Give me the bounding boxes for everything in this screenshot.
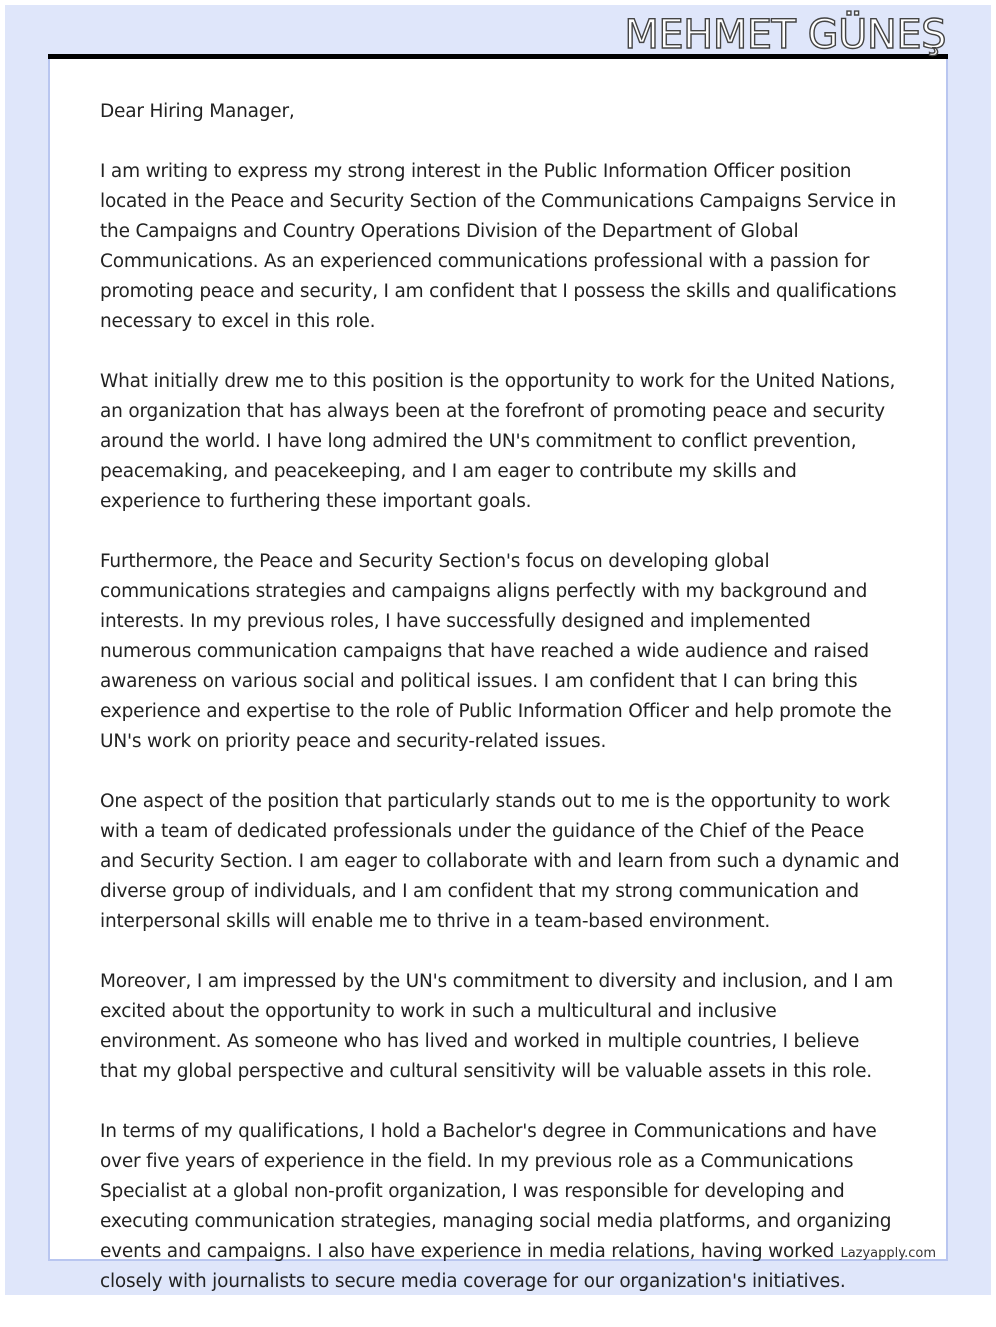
salutation: Dear Hiring Manager, <box>100 101 295 122</box>
watermark: Lazyapply.com <box>840 1246 936 1261</box>
paragraph-teamwork: One aspect of the position that particularly stands out to me is the opportunity to work with a team of dedicated professionals under the guidance of the Chief of the Peace and Security Section. I am eager to collaborate with and learn from such a dynamic and diverse group of individuals, and I am confident that my strong communication and interpersonal skills will enable me to thrive in a team-based environment. <box>100 791 900 932</box>
letter-body <box>100 97 900 1327</box>
paragraph-motivation: What initially drew me to this position is the opportunity to work for the United Nations, an organization that has always been at the forefront of promoting peace and security around the world. I have long admired the UN's commitment to conflict prevention, peacemaking, and peacekeeping, and I am eager to contribute my skills and experience to furthering these important goals. <box>100 371 896 512</box>
applicant-name: MEHMET GÜNEŞ <box>624 12 946 58</box>
paragraph-qualifications: In terms of my qualifications, I hold a Bachelor's degree in Communications and have over five years of experience in the field. In my previous role as a Communications Specialist at a global non-profit organization, I was responsible for developing and executing communication strategies, managing social media platforms, and organizing events and campaigns. I also have experience in media relations, having worked closely with journalists to secure media coverage for our organization's initiatives. <box>100 1121 892 1292</box>
paragraph-experience: Furthermore, the Peace and Security Section's focus on developing global communications strategies and campaigns aligns perfectly with my background and interests. In my previous roles, I have successfully designed and implemented numerous communication campaigns that have reached a wide audience and raised awareness on various social and political issues. I am confident that I can bring this experience and expertise to the role of Public Information Officer and help promote the UN's work on priority peace and security-related issues. <box>100 551 892 752</box>
paragraph-intro: I am writing to express my strong interest in the Public Information Officer position located in the Peace and Security Section of the Communications Campaigns Service in the Campaigns and Country Operations Division of the Department of Global Communications. As an experienced communications professional with a passion for promoting peace and security, I am confident that I possess the skills and qualifications necessary to excel in this role. <box>100 161 897 332</box>
paragraph-diversity: Moreover, I am impressed by the UN's commitment to diversity and inclusion, and I am excited about the opportunity to work in such a multicultural and inclusive environment. As someone who has lived and worked in multiple countries, I believe that my global perspective and cultural sensitivity will be valuable assets in this role. <box>100 971 894 1082</box>
